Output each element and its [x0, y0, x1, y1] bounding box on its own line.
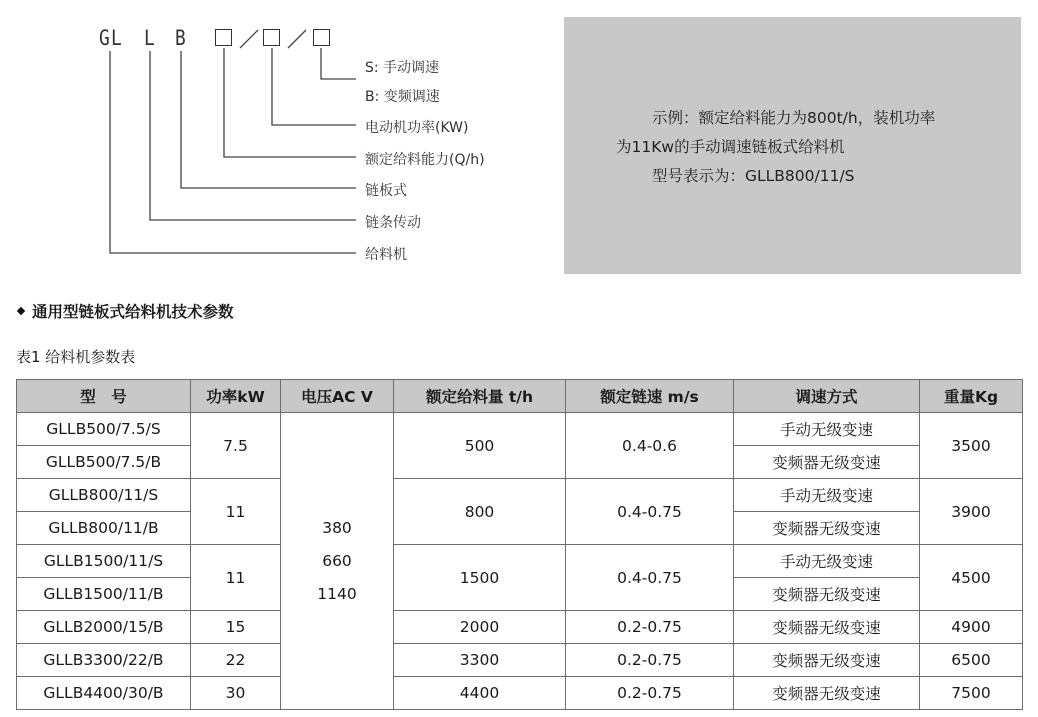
cell-model: GLLB1500/11/S — [17, 545, 191, 578]
voltage-660: 660 — [322, 551, 352, 570]
example-line-2: 为11Kw的手动调速链板式给料机 — [616, 138, 845, 156]
cell-chain-speed: 0.2-0.75 — [566, 611, 734, 644]
header-chain-speed: 额定链速 m/s — [566, 380, 734, 413]
cell-weight: 3900 — [920, 479, 1023, 545]
cell-model: GLLB2000/15/B — [17, 611, 191, 644]
cell-capacity: 2000 — [394, 611, 566, 644]
cell-chain-speed: 0.2-0.75 — [566, 644, 734, 677]
table-row — [17, 479, 1023, 512]
cell-weight: 3500 — [920, 413, 1023, 479]
legend-chain-plate: 链板式 — [365, 183, 407, 199]
cell-weight: 4900 — [920, 611, 1023, 644]
table-row — [17, 644, 1023, 677]
cell-regulation: 变频器无级变速 — [734, 446, 920, 479]
cell-power: 30 — [191, 677, 281, 710]
cell-regulation: 变频器无级变速 — [734, 644, 920, 677]
header-regulation: 调速方式 — [734, 380, 920, 413]
cell-regulation: 手动无级变速 — [734, 413, 920, 446]
code-box-regulation — [313, 29, 330, 46]
cell-regulation: 变频器无级变速 — [734, 677, 920, 710]
model-code-leader-lines — [0, 0, 560, 280]
cell-power: 22 — [191, 644, 281, 677]
example-line-1: 示例：额定给料能力为800t/h，装机功率 — [652, 109, 936, 127]
cell-weight: 7500 — [920, 677, 1023, 710]
cell-power: 7.5 — [191, 413, 281, 479]
cell-capacity: 4400 — [394, 677, 566, 710]
cell-weight: 6500 — [920, 644, 1023, 677]
table-row — [17, 611, 1023, 644]
cell-weight: 4500 — [920, 545, 1023, 611]
legend-vfd-speed: B: 变频调速 — [365, 89, 440, 105]
section-title — [16, 300, 234, 322]
voltage-380: 380 — [322, 518, 352, 537]
cell-voltage — [281, 413, 394, 710]
code-box-capacity — [215, 29, 232, 46]
cell-power: 11 — [191, 479, 281, 545]
cell-capacity: 800 — [394, 479, 566, 545]
cell-chain-speed: 0.4-0.6 — [566, 413, 734, 479]
code-char-l: L — [111, 26, 122, 50]
legend-manual-speed: S: 手动调速 — [365, 60, 440, 76]
cell-regulation: 手动无级变速 — [734, 479, 920, 512]
code-char-l2: L — [144, 26, 155, 50]
cell-capacity: 1500 — [394, 545, 566, 611]
cell-model: GLLB800/11/S — [17, 479, 191, 512]
example-line-3: 型号表示为：GLLB800/11/S — [652, 167, 855, 185]
legend-feeder: 给料机 — [365, 247, 407, 263]
example-box — [564, 17, 1021, 274]
diamond-bullet-icon — [17, 307, 25, 315]
cell-power: 15 — [191, 611, 281, 644]
code-char-b: B — [175, 26, 186, 50]
code-char-g: G — [99, 26, 110, 50]
cell-regulation: 变频器无级变速 — [734, 578, 920, 611]
voltage-1140: 1140 — [317, 584, 357, 603]
header-weight: 重量Kg — [920, 380, 1023, 413]
table-header-row — [17, 380, 1023, 413]
cell-model: GLLB500/7.5/S — [17, 413, 191, 446]
cell-regulation: 变频器无级变速 — [734, 512, 920, 545]
model-code-diagram — [0, 0, 560, 280]
table-row — [17, 677, 1023, 710]
cell-regulation: 手动无级变速 — [734, 545, 920, 578]
cell-chain-speed: 0.2-0.75 — [566, 677, 734, 710]
legend-motor-power: 电动机功率(KW) — [365, 120, 469, 136]
header-voltage: 电压AC V — [281, 380, 394, 413]
cell-model: GLLB3300/22/B — [17, 644, 191, 677]
cell-model: GLLB500/7.5/B — [17, 446, 191, 479]
cell-chain-speed: 0.4-0.75 — [566, 479, 734, 545]
code-box-power — [263, 29, 280, 46]
cell-regulation: 变频器无级变速 — [734, 611, 920, 644]
header-capacity: 额定给料量 t/h — [394, 380, 566, 413]
cell-model: GLLB1500/11/B — [17, 578, 191, 611]
table-row — [17, 545, 1023, 578]
feeder-parameter-table — [16, 379, 1023, 710]
cell-power: 11 — [191, 545, 281, 611]
legend-chain-drive: 链条传动 — [365, 215, 421, 231]
section-title-text: 通用型链板式给料机技术参数 — [32, 303, 234, 321]
header-model: 型 号 — [17, 380, 191, 413]
header-power: 功率kW — [191, 380, 281, 413]
cell-model: GLLB800/11/B — [17, 512, 191, 545]
legend-rated-capacity: 额定给料能力(Q/h) — [365, 152, 485, 168]
table-row — [17, 413, 1023, 446]
table-caption: 表1 给料机参数表 — [16, 348, 136, 366]
cell-model: GLLB4400/30/B — [17, 677, 191, 710]
cell-capacity: 500 — [394, 413, 566, 479]
cell-capacity: 3300 — [394, 644, 566, 677]
cell-chain-speed: 0.4-0.75 — [566, 545, 734, 611]
